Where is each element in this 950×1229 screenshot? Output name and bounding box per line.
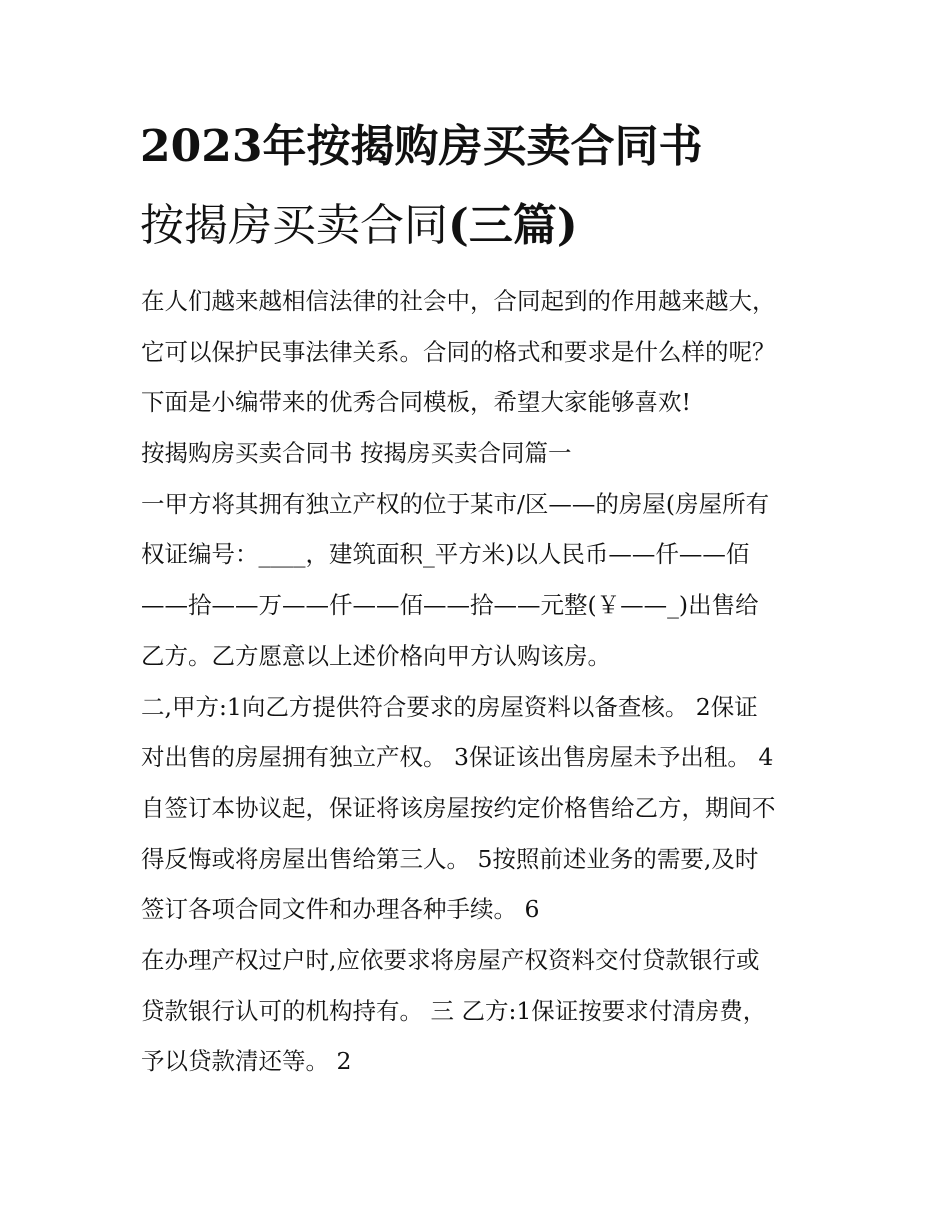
body-line: 得反悔或将房屋出售给第三人。 5按照前述业务的需要,及时 xyxy=(141,844,759,873)
document-title-line-2 xyxy=(140,196,578,256)
body-line: 权证编号：____，建筑面积_平方米)以人民币——仟——佰 xyxy=(141,540,750,569)
document-title-line-1: 2023年按揭购房买卖合同书 xyxy=(140,121,703,172)
body-line: 一甲方将其拥有独立产权的位于某市/区——的房屋(房屋所有 xyxy=(141,489,770,518)
body-line: 贷款银行认可的机构持有。 三 乙方:1保证按要求付清房费， xyxy=(141,996,767,1025)
document-title-paren: (三篇) xyxy=(448,200,578,251)
body-line: 对出售的房屋拥有独立产权。 3保证该出售房屋未予出租。 4 xyxy=(141,743,774,772)
body-line: 予以贷款清还等。 2 xyxy=(141,1047,352,1076)
body-line: 自签订本协议起，保证将该房屋按约定价格售给乙方，期间不 xyxy=(141,793,776,822)
body-line: 在办理产权过户时,应依要求将房屋产权资料交付贷款银行或 xyxy=(141,945,760,974)
body-line: 它可以保护民事法律关系。合同的格式和要求是什么样的呢？ xyxy=(141,337,776,366)
section-heading: 按揭购房买卖合同书 按揭房买卖合同篇一 xyxy=(141,439,572,468)
body-line: ——拾——万——仟——佰——拾——元整(￥——_)出售给 xyxy=(141,591,759,620)
document-body xyxy=(141,276,831,1087)
body-line: 乙方。乙方愿意以上述价格向甲方认购该房。 xyxy=(141,641,611,670)
body-line: 下面是小编带来的优秀合同模板，希望大家能够喜欢! xyxy=(141,388,691,417)
body-line: 二,甲方:1向乙方提供符合要求的房屋资料以备查核。 2保证 xyxy=(141,692,758,721)
document-title-main: 按揭房买卖合同 xyxy=(140,200,448,251)
body-line: 在人们越来越相信法律的社会中，合同起到的作用越来越大， xyxy=(141,287,776,315)
body-line: 签订各项合同文件和办理各种手续。 6 xyxy=(141,895,540,924)
